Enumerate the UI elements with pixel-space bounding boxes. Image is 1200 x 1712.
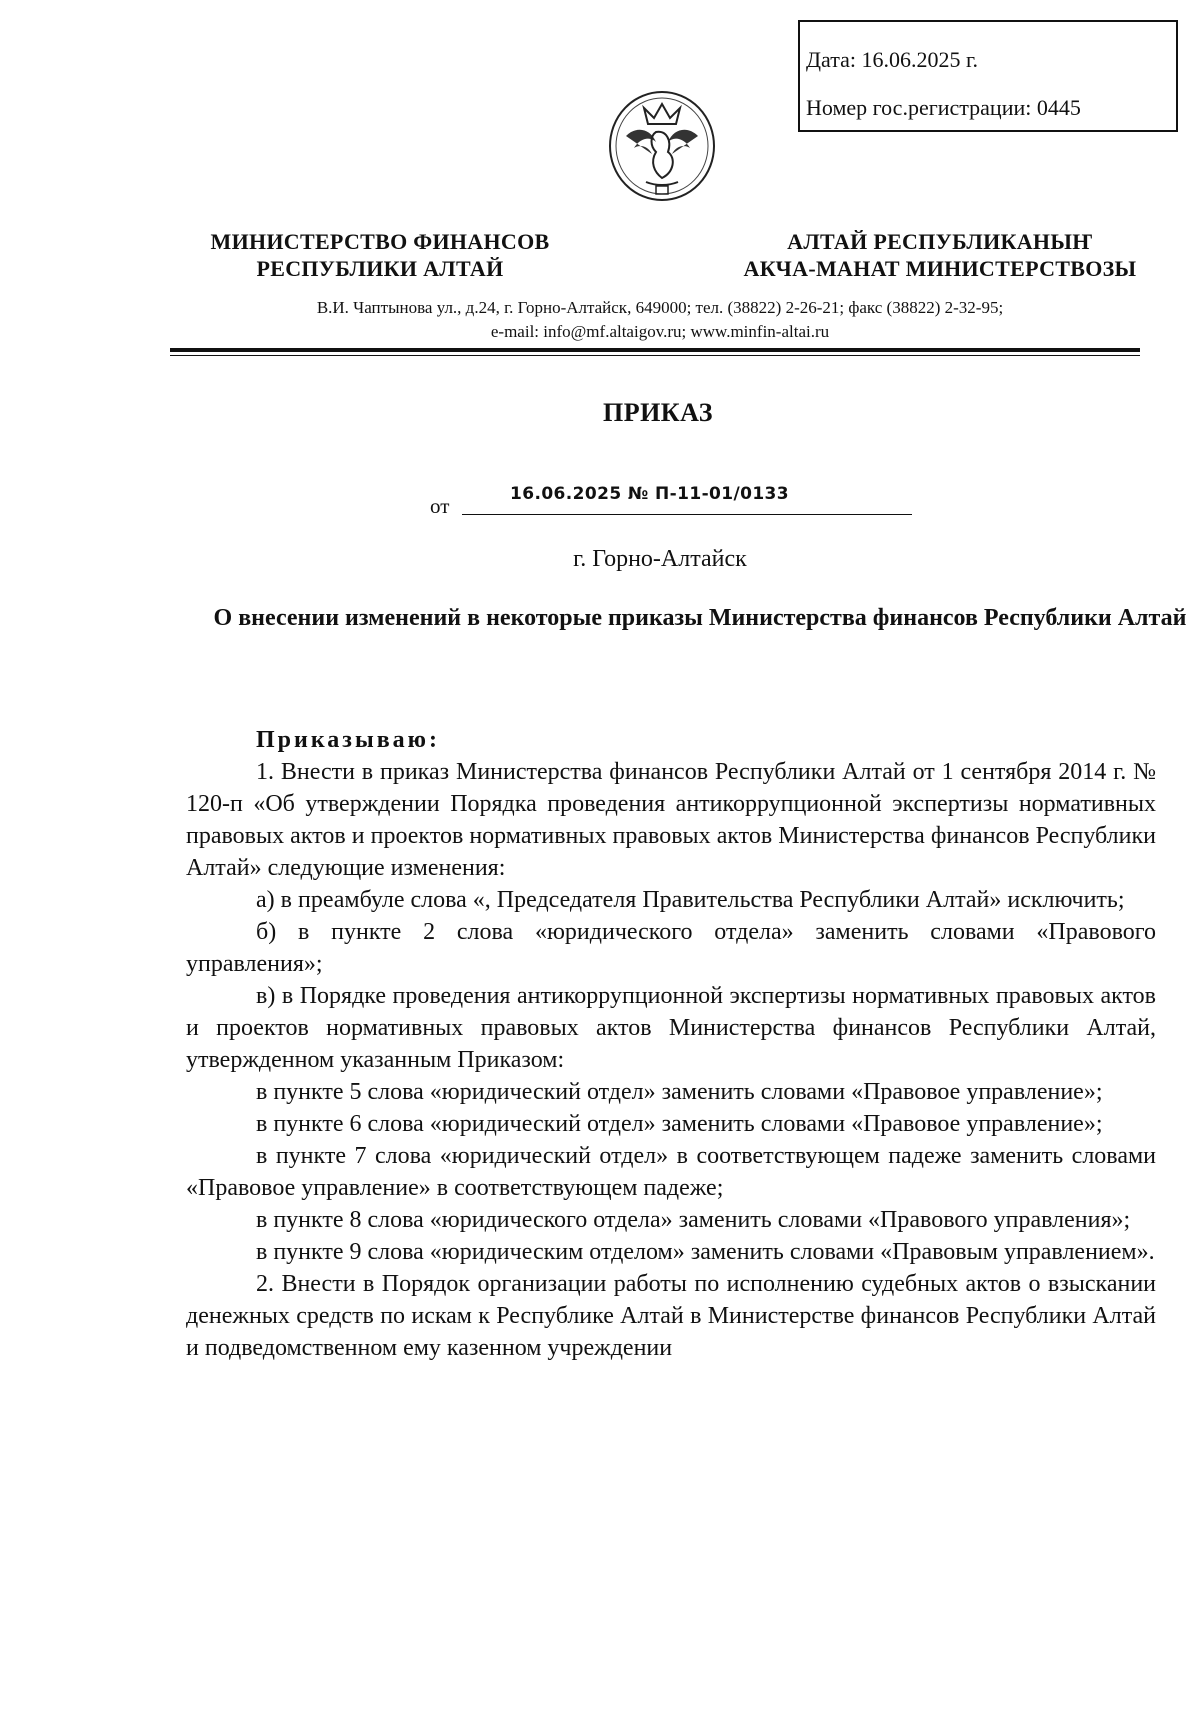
registration-stamp — [798, 20, 1178, 132]
ministry-name-russian-line1: МИНИСТЕРСТВО ФИНАНСОВ — [210, 229, 550, 254]
body-lead: Приказываю: — [256, 727, 440, 753]
registration-number-value: 0445 — [1036, 95, 1081, 120]
ministry-name-russian — [160, 228, 600, 282]
order-number-field — [462, 482, 912, 515]
body-paragraph: в пункте 8 слова «юридического отдела» заменить словами «Правового управления»; — [256, 1207, 1131, 1233]
address-line1: В.И. Чаптынова ул., д.24, г. Горно-Алтайск, 649000; тел. (38822) 2-26-21; факс (38822) 2-32-95; — [316, 298, 1004, 317]
body-paragraph: в) в Порядке проведения антикоррупционной экспертизы нормативных правовых актов и проектов нормативных правовых актов Министерства финансов Республики Алтай, утвержденном указанным Приказом: — [186, 983, 1156, 1073]
body-paragraph: в пункте 7 слова «юридический отдел» в соответствующем падеже заменить словами «Правовое управление» в соответствующем падеже; — [186, 1143, 1156, 1201]
body-paragraph: в пункте 6 слова «юридический отдел» заменить словами «Правовое управление»; — [256, 1111, 1103, 1137]
header-divider-thin — [170, 355, 1140, 356]
body-paragraph: б) в пункте 2 слова «юридического отдела» заменить словами «Правового управления»; — [186, 919, 1156, 977]
header-divider-thick — [170, 348, 1140, 352]
registration-number-label: Номер гос.регистрации: — [806, 95, 1032, 120]
coat-of-arms-emblem-icon — [606, 86, 718, 204]
body-paragraph: 2. Внести в Порядок организации работы по исполнению судебных актов о взыскании денежных средств по искам к Республике Алтай в Министерстве финансов Республики Алтай и подведомственном ему казенном учреждении — [186, 1271, 1156, 1361]
order-prefix: от — [430, 494, 450, 518]
address-line2: e-mail: info@mf.altaigov.ru; www.minfin-altai.ru — [490, 322, 830, 341]
registration-date-row — [806, 36, 1176, 84]
ministry-name-russian-line2: РЕСПУБЛИКИ АЛТАЙ — [256, 256, 504, 281]
ministry-name-altai — [700, 228, 1180, 282]
ministry-address — [120, 296, 1200, 344]
body-paragraph: в пункте 9 слова «юридическим отделом» заменить словами «Правовым управлением». — [256, 1239, 1155, 1265]
body-paragraph: а) в преамбуле слова «, Председателя Правительства Республики Алтай» исключить; — [256, 887, 1125, 913]
registration-date-label: Дата: — [806, 47, 856, 72]
document-subject: О внесении изменений в некоторые приказы Министерства финансов Республики Алтай — [213, 605, 1187, 631]
registration-date-value: 16.06.2025 г. — [861, 47, 979, 72]
registration-number-row — [806, 84, 1176, 132]
body-paragraph: 1. Внести в приказ Министерства финансов Республики Алтай от 1 сентября 2014 г. № 120-п «Об утверждении Порядка проведения антикоррупционной экспертизы нормативных правовых актов и проектов нормативных правовых актов Министерства финансов Республики Алтай» следующие изменения: — [186, 759, 1156, 881]
document-city: г. Горно-Алтайск — [573, 546, 747, 572]
ministry-name-altai-line1: АЛТАЙ РЕСПУБЛИКАНЫҤ — [787, 229, 1093, 254]
order-number-value: 16.06.2025 № П-11-01/0133 — [510, 484, 790, 504]
ministry-name-altai-line2: АКЧА-МАНАТ МИНИСТЕРСТВОЗЫ — [743, 256, 1137, 281]
document-body — [186, 724, 1156, 1364]
document-title: ПРИКАЗ — [602, 398, 714, 427]
body-paragraph: в пункте 5 слова «юридический отдел» заменить словами «Правовое управление»; — [256, 1079, 1103, 1105]
